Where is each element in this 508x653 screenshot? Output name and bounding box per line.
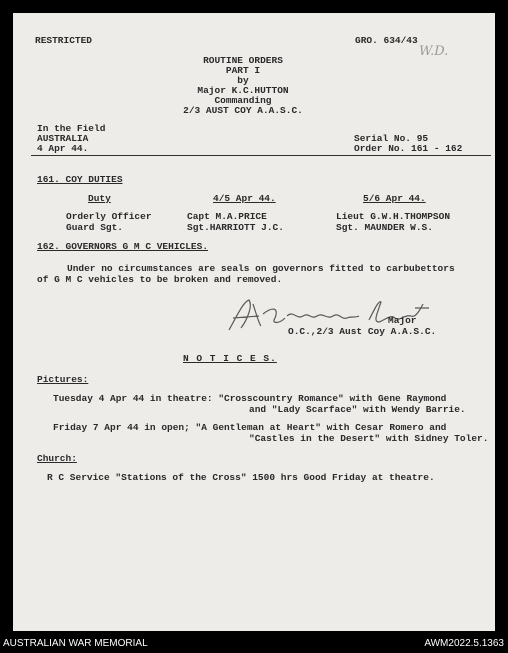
church-line: R C Service "Stations of the Cross" 1500 hrs Good Friday at theatre. [47, 472, 435, 483]
title-line-4: Major K.C.HUTTON [197, 85, 289, 96]
pictures-entry-1-line-2: and "Lady Scarface" with Wendy Barrie. [249, 404, 466, 415]
document-page [13, 13, 495, 631]
signature-title-major: Major [388, 315, 417, 326]
date1-cell: Sgt.HARRIOTT J.C. [187, 222, 284, 233]
order-162-heading: 162. GOVERNORS G M C VEHICLES. [37, 241, 209, 252]
pictures-entry-2-line-1: Friday 7 Apr 44 in open; "A Gentleman at Heart" with Cesar Romero and [53, 422, 447, 433]
footer-accession-number: AWM2022.5.1363 [424, 638, 504, 649]
location-line-3: 4 Apr 44. [37, 143, 89, 154]
date1-column-header: 4/5 Apr 44. [213, 193, 276, 204]
title-line-3: by [237, 75, 249, 86]
order-number: Order No. 161 - 162 [354, 143, 463, 154]
pencil-annotation: W.D. [419, 44, 449, 59]
order-161-heading: 161. COY DUTIES [37, 174, 123, 185]
notices-heading: N O T I C E S. [183, 353, 277, 364]
title-line-6: 2/3 AUST COY A.A.S.C. [183, 105, 303, 116]
title-line-5: Commanding [214, 95, 272, 106]
location-line-2: AUSTRALIA [37, 133, 89, 144]
date2-cell: Sgt. MAUNDER W.S. [336, 222, 433, 233]
order-162-line-2: of G M C vehicles to be broken and removed. [37, 274, 283, 285]
duty-cell: Guard Sgt. [66, 222, 124, 233]
pictures-heading: Pictures: [37, 374, 89, 385]
location-line-1: In the Field [37, 123, 106, 134]
restricted-label: RESTRICTED [35, 35, 93, 46]
order-162-line-1: Under no circumstances are seals on governors fitted to carbubettors [67, 263, 455, 274]
gro-number: GRO. 634/43 [355, 35, 418, 46]
duty-column-header: Duty [88, 193, 111, 204]
footer-source: AUSTRALIAN WAR MEMORIAL [3, 638, 148, 649]
church-heading: Church: [37, 453, 77, 464]
date2-cell: Lieut G.W.H.THOMPSON [336, 211, 451, 222]
pictures-entry-2-line-2: "Castles in the Desert" with Sidney Toler. [249, 433, 489, 444]
date1-cell: Capt M.A.PRICE [187, 211, 267, 222]
serial-number: Serial No. 95 [354, 133, 429, 144]
title-line-1: ROUTINE ORDERS [203, 55, 283, 66]
duty-cell: Orderly Officer [66, 211, 152, 222]
title-line-2: PART I [225, 65, 261, 76]
date2-column-header: 5/6 Apr 44. [363, 193, 426, 204]
pictures-entry-1-line-1: Tuesday 4 Apr 44 in theatre: "Crosscountry Romance" with Gene Raymond [53, 393, 447, 404]
header-divider [31, 155, 491, 156]
oc-line: O.C.,2/3 Aust Coy A.A.S.C. [288, 326, 437, 337]
